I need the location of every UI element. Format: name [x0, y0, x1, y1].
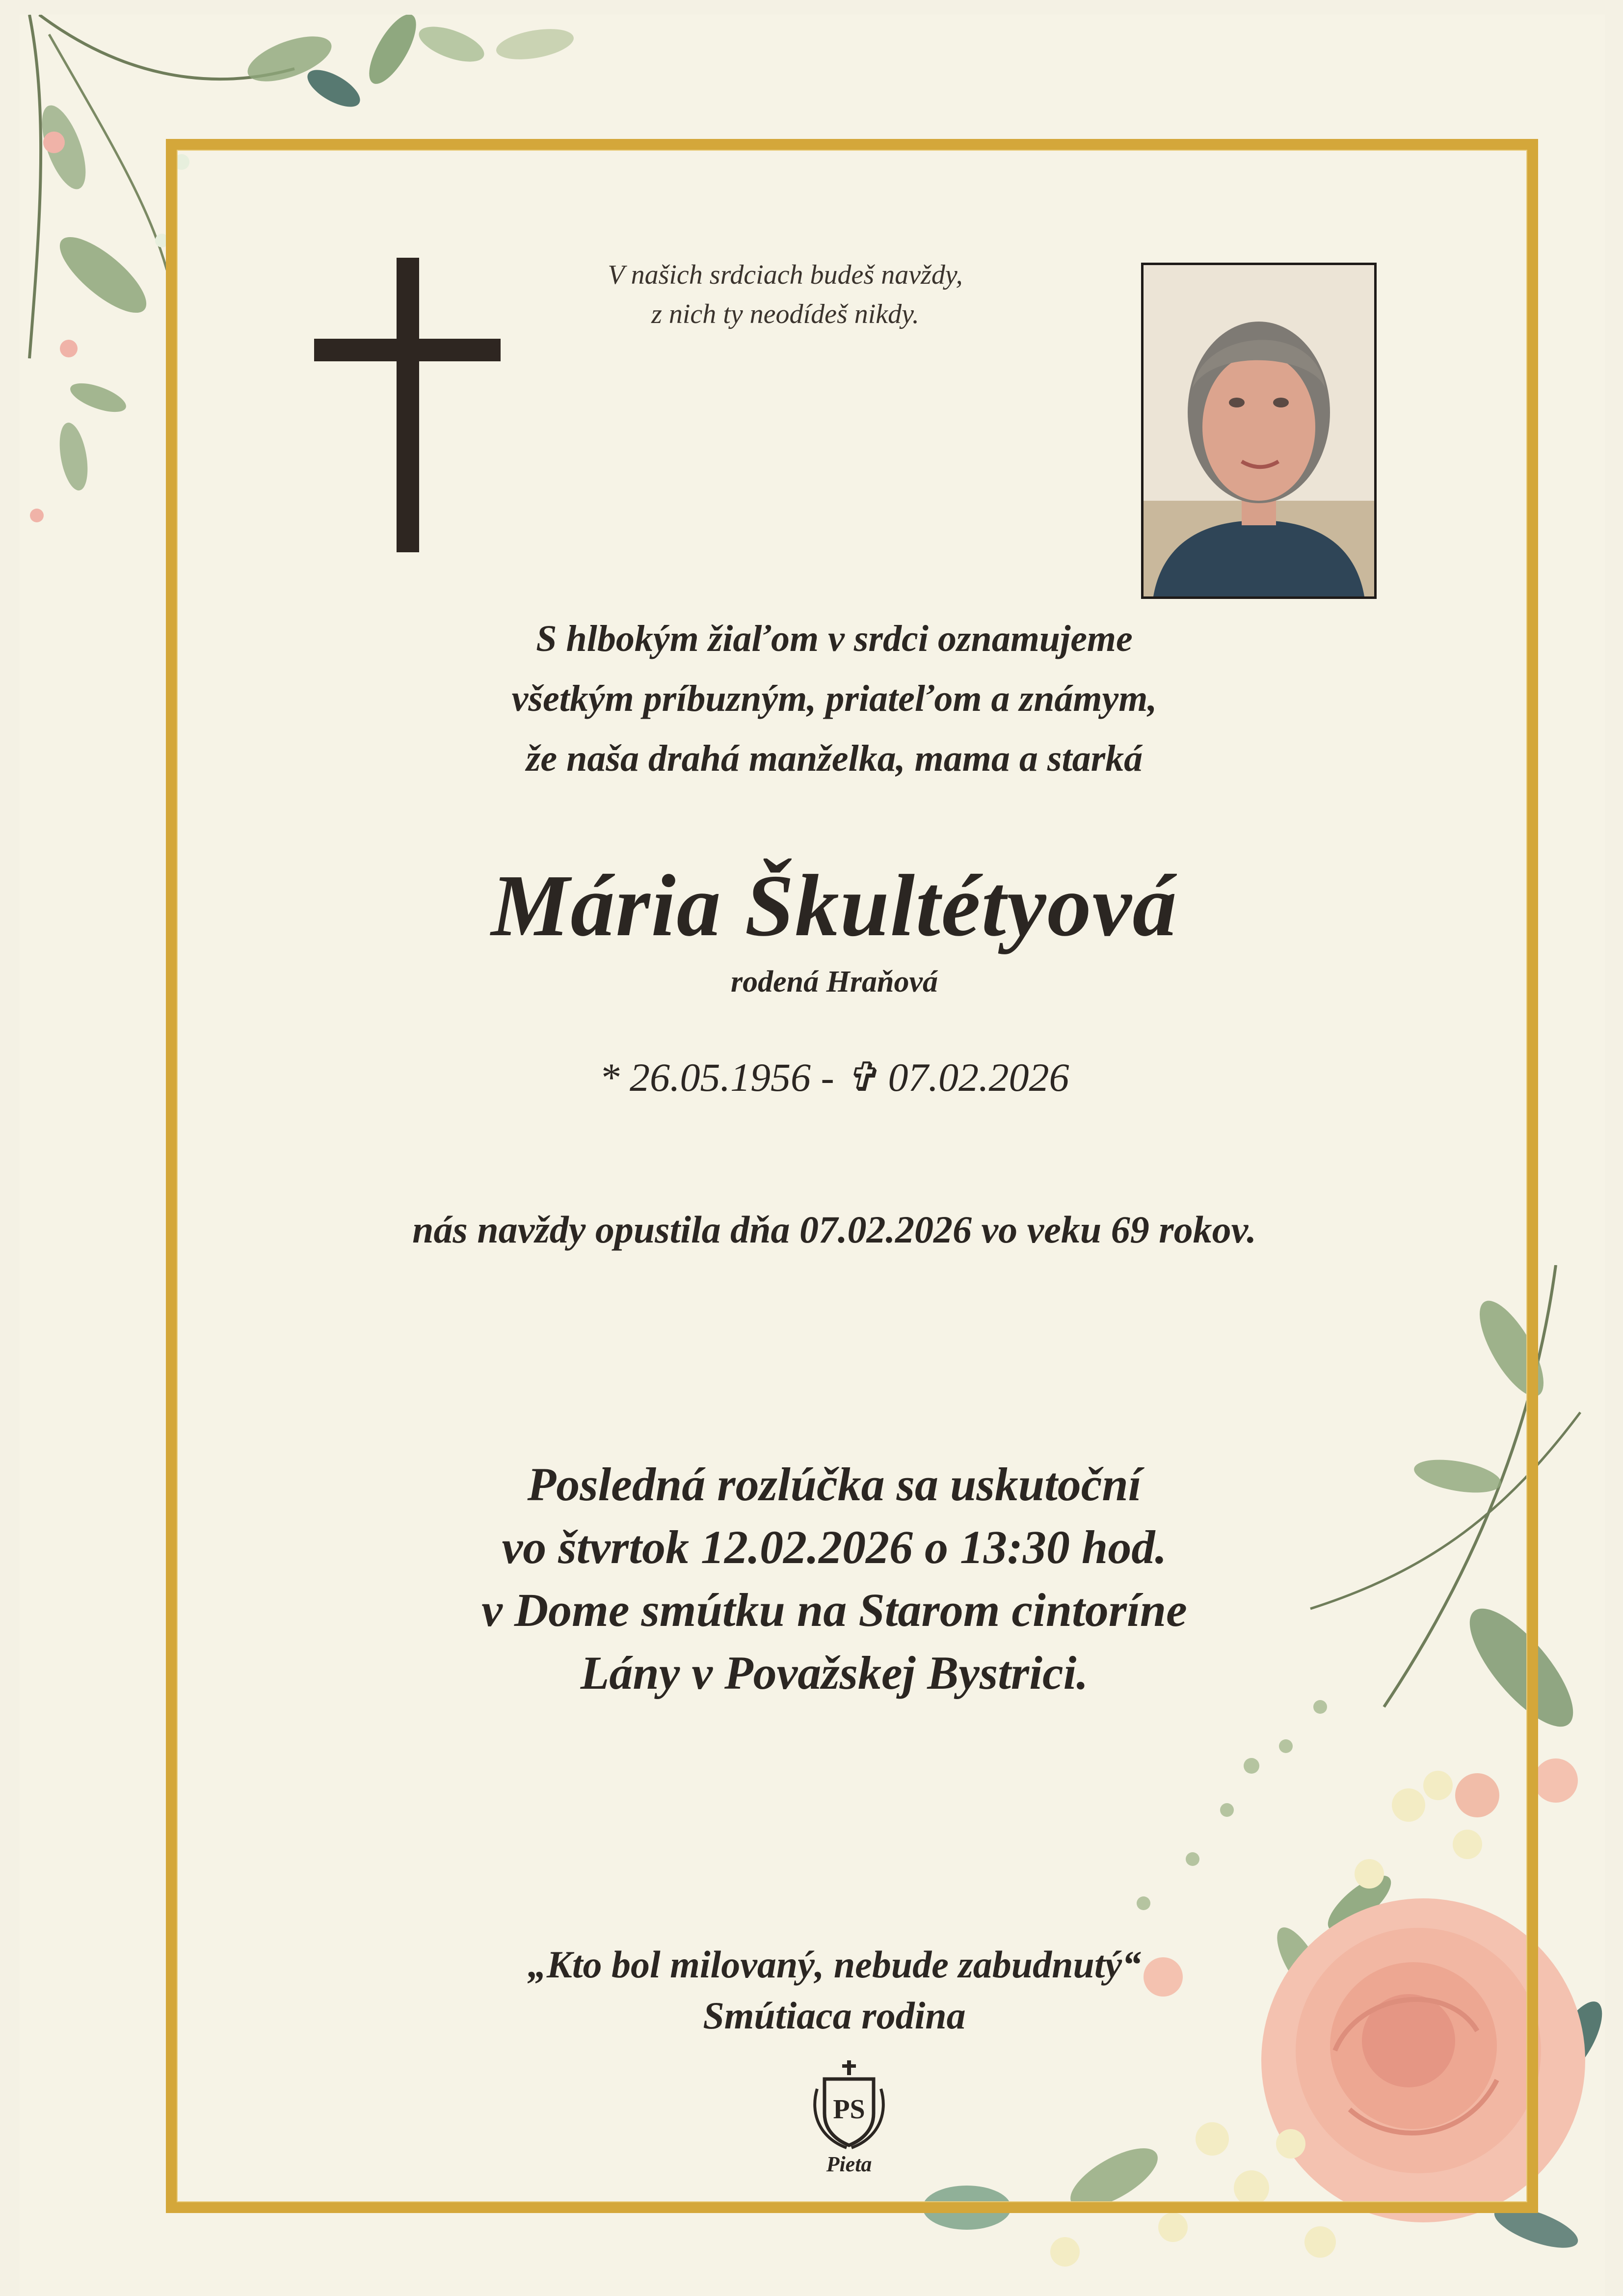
pieta-emblem-icon	[805, 2059, 893, 2153]
motto-line: z nich ty neodídeš nikdy.	[651, 299, 919, 329]
announcement-line: S hlbokým žiaľom v srdci oznamujeme	[536, 618, 1133, 659]
closing	[147, 1939, 1521, 2041]
announcement-line: že naša drahá manželka, mama a starká	[526, 738, 1143, 779]
portrait-photo	[1141, 263, 1377, 599]
farewell-line: Posledná rozlúčka sa uskutoční	[527, 1458, 1142, 1511]
closing-quote: „Kto bol milovaný, nebude zabudnutý“	[527, 1943, 1142, 1986]
signature: Smútiaca rodina	[703, 1994, 966, 2037]
death-cross-icon: ✞	[844, 1055, 878, 1100]
announcement	[147, 609, 1521, 788]
motto-line: V našich srdciach budeš navždy,	[608, 260, 963, 290]
farewell-details	[147, 1453, 1521, 1704]
farewell-line: vo štvrtok 12.02.2026 o 13:30 hod.	[502, 1521, 1167, 1573]
life-dates	[147, 1051, 1521, 1105]
pieta-logo	[805, 2059, 893, 2182]
birth-date: * 26.05.1956 -	[599, 1055, 834, 1100]
passed-away-text: nás navždy opustila dňa 07.02.2026 vo veku 69 rokov.	[412, 1208, 1256, 1251]
logo-caption: Pieta	[826, 2152, 872, 2176]
maiden-name: rodená Hraňová	[731, 965, 938, 999]
announcement-line: všetkým príbuzným, priateľom a známym,	[511, 678, 1157, 719]
cross-icon	[314, 258, 501, 552]
farewell-line: v Dome smútku na Starom cintoríne	[481, 1584, 1187, 1636]
logo-monogram: PS	[833, 2094, 865, 2125]
deceased-name: Mária Škultétyová	[491, 857, 1178, 954]
portrait-image	[1144, 265, 1374, 596]
death-date: 07.02.2026	[888, 1055, 1069, 1100]
motto	[491, 255, 1080, 334]
farewell-line: Lány v Považskej Bystrici.	[580, 1647, 1089, 1699]
